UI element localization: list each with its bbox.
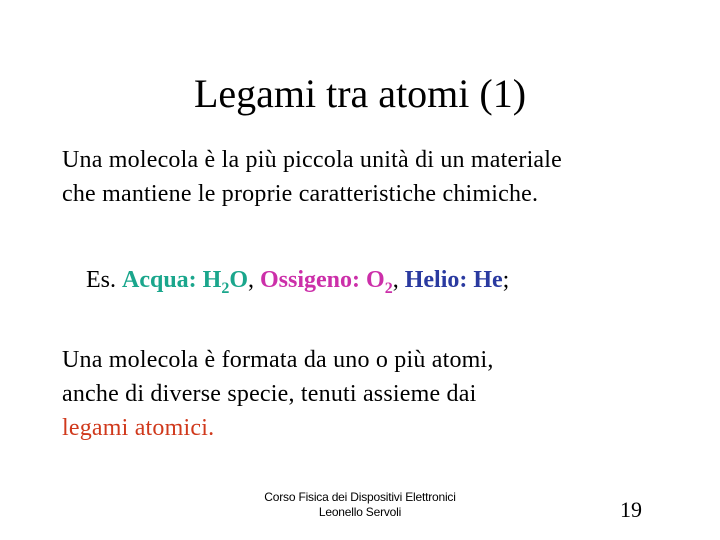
slide-title: Legami tra atomi (1): [193, 71, 527, 116]
footer-course: Corso Fisica dei Dispositivi Elettronici: [264, 490, 456, 504]
definition-line-2: che mantiene le proprie caratteristiche chimiche.: [62, 181, 539, 207]
page-number: 19: [620, 497, 642, 522]
oxygen-subscript: 2: [384, 280, 393, 297]
example-prefix: Es.: [86, 267, 122, 293]
example-separator-1: ,: [248, 267, 261, 293]
oxygen-example: [260, 267, 393, 297]
example-end: ;: [502, 267, 510, 293]
water-label: Acqua: H: [122, 267, 222, 293]
composition-line-2: anche di diverse specie, tenuti assieme dai: [62, 381, 477, 407]
oxygen-label: Ossigeno: O: [260, 267, 385, 293]
atomic-bonds-text: legami atomici.: [62, 415, 215, 441]
example-separator-2: ,: [392, 267, 405, 293]
definition-paragraph: [62, 143, 682, 211]
examples-line: [86, 263, 509, 297]
water-subscript: 2: [221, 280, 230, 297]
water-example: [122, 267, 249, 297]
water-tail: O: [229, 267, 249, 293]
definition-line-1: Una molecola è la più piccola unità di un materiale: [62, 147, 563, 173]
composition-line-1: Una molecola è formata da uno o più atomi,: [62, 347, 494, 373]
composition-paragraph: [62, 343, 682, 445]
helium-example: Helio: He: [404, 267, 503, 293]
footer-author: Leonello Servoli: [318, 505, 402, 519]
slide-footer: [230, 490, 490, 520]
